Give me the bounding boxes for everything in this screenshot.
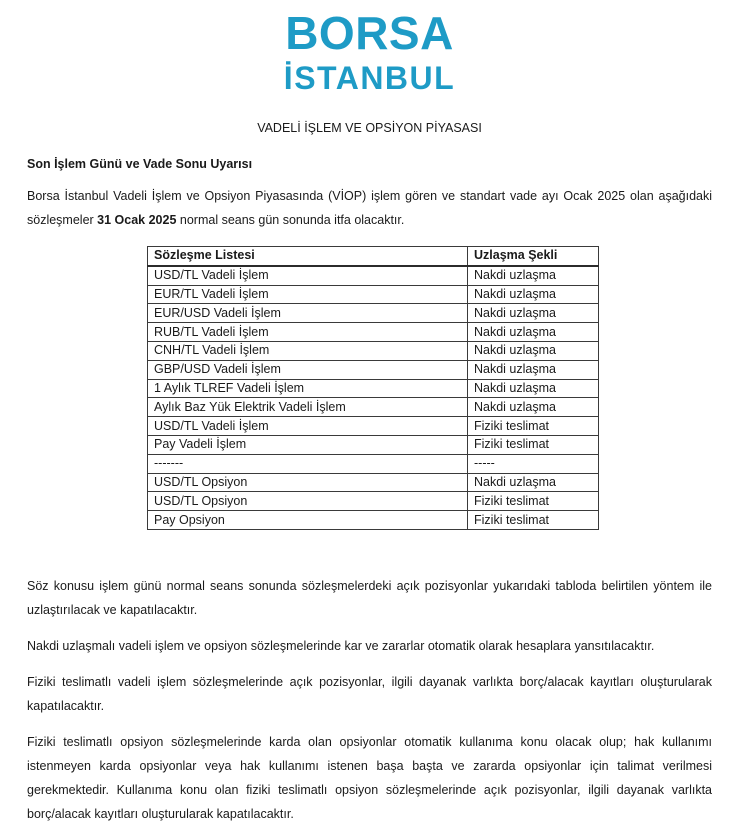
logo-text-borsa: BORSA xyxy=(285,7,454,59)
contract-name-cell: CNH/TL Vadeli İşlem xyxy=(148,341,468,360)
settlement-method-cell: Fiziki teslimat xyxy=(468,511,599,530)
intro-paragraph xyxy=(27,184,712,232)
intro-text-before: Borsa İstanbul Vadeli İşlem ve Opsiyon Piyasasında (VİOP) işlem gören ve standart vade ayı Ocak 2025 olan aşağıdaki sözleşmeler xyxy=(27,189,712,227)
intro-text-after: normal seans gün sonunda itfa olacaktır. xyxy=(176,213,405,227)
section-heading: Son İşlem Günü ve Vade Sonu Uyarısı xyxy=(27,157,253,171)
settlement-method-cell: Nakdi uzlaşma xyxy=(468,379,599,398)
contract-name-cell: GBP/USD Vadeli İşlem xyxy=(148,360,468,379)
table-row xyxy=(148,341,599,360)
contract-name-cell: 1 Aylık TLREF Vadeli İşlem xyxy=(148,379,468,398)
document-content xyxy=(27,157,712,826)
contract-name-cell: EUR/TL Vadeli İşlem xyxy=(148,285,468,304)
settlement-method-cell: Nakdi uzlaşma xyxy=(468,341,599,360)
contract-name-cell: USD/TL Opsiyon xyxy=(148,473,468,492)
body-paragraph: Söz konusu işlem günü normal seans sonunda sözleşmelerdeki açık pozisyonlar yukarıdaki tabloda belirtilen yöntem ile uzlaştırılacak ve kapatılacaktır. xyxy=(27,578,712,617)
table-row xyxy=(148,266,599,285)
contract-name-cell: Pay Opsiyon xyxy=(148,511,468,530)
table-row xyxy=(148,511,599,530)
table-row xyxy=(148,323,599,342)
page-title: VADELİ İŞLEM VE OPSİYON PİYASASI xyxy=(257,121,482,135)
contract-name-cell: USD/TL Vadeli İşlem xyxy=(148,417,468,436)
settlement-method-cell: Nakdi uzlaşma xyxy=(468,473,599,492)
body-paragraph: Fiziki teslimatlı opsiyon sözleşmelerinde karda olan opsiyonlar otomatik kullanıma konu olacak olup; hak kullanımı istenmeyen karda opsiyonlar veya hak kullanımı istenen başa başta ve zararda opsiyonlar için talimat verilmesi gerekmektedir. Kullanıma konu olan fiziki teslimatlı opsiyon sözleşmelerinde açık pozisyonlar, ilgili dayanak varlıkta borç/alacak kayıtları oluşturularak kapatılacaktır. xyxy=(27,734,712,821)
table-row xyxy=(148,435,599,454)
settlement-method-cell: Nakdi uzlaşma xyxy=(468,285,599,304)
contract-name-cell: USD/TL Opsiyon xyxy=(148,492,468,511)
contracts-table-wrapper xyxy=(27,246,712,530)
settlement-method-cell: Nakdi uzlaşma xyxy=(468,398,599,417)
settlement-method-cell: Nakdi uzlaşma xyxy=(468,304,599,323)
settlement-method-cell: Nakdi uzlaşma xyxy=(468,266,599,285)
table-header-row xyxy=(148,247,599,266)
table-row xyxy=(148,304,599,323)
contract-name-cell: USD/TL Vadeli İşlem xyxy=(148,266,468,285)
settlement-method-cell: Fiziki teslimat xyxy=(468,435,599,454)
contract-name-cell: ------- xyxy=(148,454,468,473)
table-row xyxy=(148,473,599,492)
settlement-method-cell: Nakdi uzlaşma xyxy=(468,323,599,342)
intro-bold-date: 31 Ocak 2025 xyxy=(97,213,177,227)
contract-name-cell: RUB/TL Vadeli İşlem xyxy=(148,323,468,342)
borsa-istanbul-logo xyxy=(0,0,739,94)
body-paragraph: Fiziki teslimatlı vadeli işlem sözleşmelerinde açık pozisyonlar, ilgili dayanak varlıkta borç/alacak kayıtları oluşturularak kapatılacaktır. xyxy=(27,674,712,713)
table-row xyxy=(148,454,599,473)
settlement-method-cell: Nakdi uzlaşma xyxy=(468,360,599,379)
contract-name-cell: EUR/USD Vadeli İşlem xyxy=(148,304,468,323)
table-row xyxy=(148,417,599,436)
body-paragraph: Nakdi uzlaşmalı vadeli işlem ve opsiyon sözleşmelerinde kar ve zararlar otomatik olarak hesaplara yansıtılacaktır. xyxy=(27,638,655,653)
contracts-table xyxy=(147,246,599,530)
table-row xyxy=(148,398,599,417)
table-row xyxy=(148,285,599,304)
table-row xyxy=(148,360,599,379)
table-header-settlement-method: Uzlaşma Şekli xyxy=(468,247,599,266)
body-paragraphs xyxy=(27,574,712,826)
table-row xyxy=(148,379,599,398)
table-header-contract-list: Sözleşme Listesi xyxy=(148,247,468,266)
logo-text-istanbul: İSTANBUL xyxy=(283,60,456,96)
contract-name-cell: Aylık Baz Yük Elektrik Vadeli İşlem xyxy=(148,398,468,417)
settlement-method-cell: Fiziki teslimat xyxy=(468,417,599,436)
contract-name-cell: Pay Vadeli İşlem xyxy=(148,435,468,454)
settlement-method-cell: Fiziki teslimat xyxy=(468,492,599,511)
table-row xyxy=(148,492,599,511)
settlement-method-cell: ----- xyxy=(468,454,599,473)
